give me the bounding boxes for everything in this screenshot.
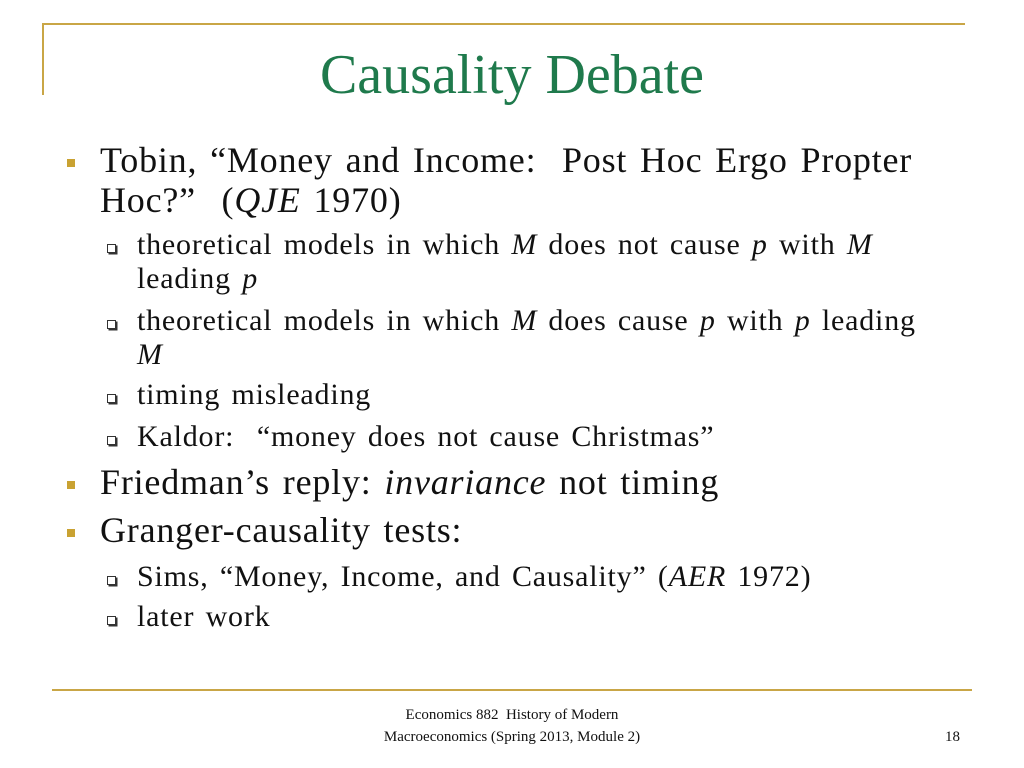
footer	[312, 704, 712, 748]
footer-text-line-2: Macroeconomics (Spring 2013, Module 2)	[383, 729, 641, 745]
filled-square-bullet-icon	[67, 159, 75, 167]
bullet-item-friedman	[100, 462, 719, 502]
sub-bullet-line	[137, 378, 371, 412]
emphasized-term: invariance	[384, 462, 547, 502]
journal-abbreviation: AER	[668, 560, 727, 593]
top-rule	[42, 23, 965, 25]
sub-bullet-text: does cause	[537, 304, 700, 337]
journal-abbreviation: QJE	[234, 180, 301, 220]
sub-bullet-line	[137, 420, 714, 454]
sub-bullet-item	[137, 228, 873, 296]
italic-symbol: p	[751, 228, 768, 261]
bullet-text: Friedman’s reply:	[100, 462, 385, 502]
shadowed-square-bullet-icon	[107, 320, 116, 329]
italic-symbol: M	[511, 228, 538, 261]
shadowed-square-bullet-icon	[107, 576, 116, 585]
sub-bullet-text: timing misleading	[137, 378, 372, 411]
italic-symbol: p	[699, 304, 716, 337]
sub-bullet-line	[137, 304, 916, 338]
italic-symbol: M	[511, 304, 538, 337]
sub-bullet-text: theoretical models in which	[137, 228, 512, 261]
bullet-text: Tobin, “Money and Income: Post Hoc Ergo Propter	[100, 140, 913, 180]
sub-bullet-text: Kaldor: “money does not cause Christmas”	[137, 420, 715, 453]
sub-bullet-text: Sims, “Money, Income, and Causality” (	[137, 560, 669, 593]
italic-symbol: p	[794, 304, 811, 337]
shadowed-square-bullet-icon	[107, 394, 116, 403]
shadowed-square-bullet-icon	[107, 244, 116, 253]
bullet-line	[100, 462, 719, 502]
filled-square-bullet-icon	[67, 529, 75, 537]
sub-bullet-line	[137, 338, 916, 372]
bullet-item-granger	[100, 510, 462, 550]
sub-bullet-item	[137, 560, 811, 594]
bullet-text: not timing	[546, 462, 720, 502]
bullet-item-tobin	[100, 140, 912, 220]
bullet-text: Granger-causality tests:	[100, 510, 463, 550]
bullet-line	[100, 510, 462, 550]
shadowed-square-bullet-icon	[107, 436, 116, 445]
sub-bullet-item	[137, 420, 714, 454]
sub-bullet-line	[137, 228, 873, 262]
sub-bullet-text: 1972)	[726, 560, 812, 593]
sub-bullet-text: leading	[810, 304, 916, 337]
sub-bullet-item	[137, 378, 371, 412]
bullet-text: 1970)	[300, 180, 402, 220]
shadowed-square-bullet-icon	[107, 616, 116, 625]
italic-symbol: M	[137, 338, 163, 371]
sub-bullet-text: does not cause	[537, 228, 752, 261]
sub-bullet-item	[137, 304, 916, 372]
bullet-line	[100, 180, 912, 220]
footer-text-line-1: Economics 882 History of Modern	[405, 707, 619, 723]
sub-bullet-line	[137, 600, 270, 634]
sub-bullet-text: with	[715, 304, 795, 337]
page-number: 18	[945, 729, 960, 745]
bullet-text: Hoc?” (	[100, 180, 235, 220]
sub-bullet-text: leading	[137, 262, 243, 295]
footer-rule	[52, 689, 972, 691]
filled-square-bullet-icon	[67, 481, 75, 489]
sub-bullet-text: theoretical models in which	[137, 304, 512, 337]
sub-bullet-item	[137, 600, 270, 634]
italic-symbol: M	[846, 228, 873, 261]
bullet-line	[100, 140, 912, 180]
slide-title: Causality Debate	[319, 44, 705, 106]
sub-bullet-text: with	[767, 228, 847, 261]
italic-symbol: p	[242, 262, 259, 295]
sub-bullet-line	[137, 560, 811, 594]
sub-bullet-text: later work	[137, 600, 271, 633]
sub-bullet-line	[137, 262, 873, 296]
